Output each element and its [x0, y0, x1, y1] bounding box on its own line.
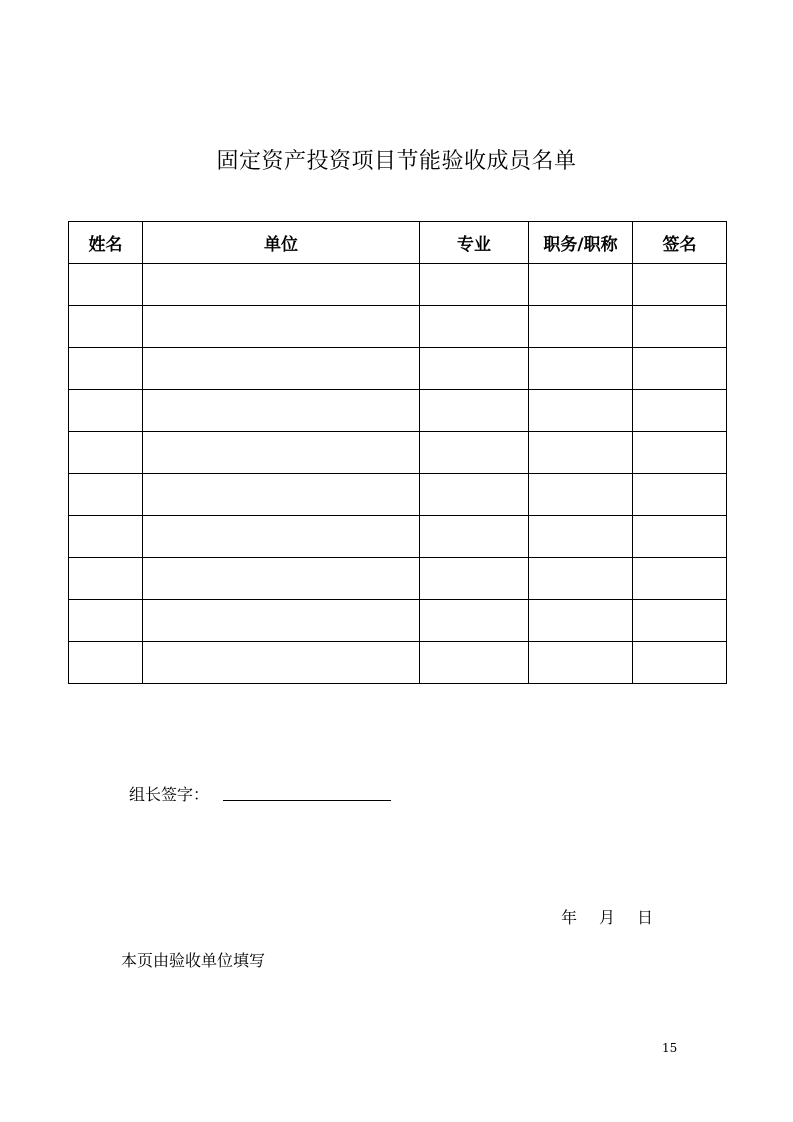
header-name: 姓名: [69, 222, 143, 264]
cell-name[interactable]: [69, 306, 143, 348]
cell-unit[interactable]: [143, 558, 420, 600]
leader-signature-line[interactable]: [223, 800, 391, 801]
cell-title[interactable]: [529, 390, 633, 432]
cell-title[interactable]: [529, 558, 633, 600]
cell-signature[interactable]: [633, 390, 727, 432]
cell-title[interactable]: [529, 432, 633, 474]
cell-unit[interactable]: [143, 390, 420, 432]
cell-major[interactable]: [420, 348, 529, 390]
table-header-row: [69, 222, 727, 264]
cell-signature[interactable]: [633, 474, 727, 516]
cell-signature[interactable]: [633, 642, 727, 684]
cell-signature[interactable]: [633, 558, 727, 600]
table-row: [69, 516, 727, 558]
cell-major[interactable]: [420, 390, 529, 432]
cell-name[interactable]: [69, 558, 143, 600]
page-title: 固定资产投资项目节能验收成员名单: [216, 149, 577, 174]
cell-unit[interactable]: [143, 306, 420, 348]
cell-unit[interactable]: [143, 264, 420, 306]
cell-title[interactable]: [529, 264, 633, 306]
cell-unit[interactable]: [143, 600, 420, 642]
cell-major[interactable]: [420, 432, 529, 474]
cell-name[interactable]: [69, 600, 143, 642]
cell-signature[interactable]: [633, 264, 727, 306]
cell-unit[interactable]: [143, 348, 420, 390]
cell-major[interactable]: [420, 600, 529, 642]
table-row: [69, 306, 727, 348]
table-row: [69, 558, 727, 600]
cell-unit[interactable]: [143, 474, 420, 516]
table-row: [69, 348, 727, 390]
fill-note: 本页由验收单位填写: [121, 951, 266, 970]
cell-title[interactable]: [529, 642, 633, 684]
cell-unit[interactable]: [143, 432, 420, 474]
cell-major[interactable]: [420, 264, 529, 306]
members-table: [68, 221, 727, 684]
header-signature: 签名: [633, 222, 727, 264]
page-number: 15: [662, 1041, 678, 1055]
date-block: [561, 905, 653, 928]
header-major: 专业: [420, 222, 529, 264]
cell-signature[interactable]: [633, 516, 727, 558]
cell-name[interactable]: [69, 516, 143, 558]
cell-major[interactable]: [420, 516, 529, 558]
cell-major[interactable]: [420, 474, 529, 516]
cell-name[interactable]: [69, 264, 143, 306]
cell-signature[interactable]: [633, 600, 727, 642]
cell-title[interactable]: [529, 600, 633, 642]
table-body: [69, 264, 727, 684]
cell-name[interactable]: [69, 348, 143, 390]
leader-signature-label: 组长签字：: [129, 785, 210, 804]
date-month: 月: [599, 908, 616, 927]
cell-name[interactable]: [69, 474, 143, 516]
cell-signature[interactable]: [633, 306, 727, 348]
date-year: 年: [561, 908, 578, 927]
table-row: [69, 600, 727, 642]
cell-title[interactable]: [529, 306, 633, 348]
cell-name[interactable]: [69, 432, 143, 474]
cell-title[interactable]: [529, 474, 633, 516]
cell-title[interactable]: [529, 516, 633, 558]
cell-major[interactable]: [420, 558, 529, 600]
table-row: [69, 432, 727, 474]
cell-signature[interactable]: [633, 432, 727, 474]
cell-title[interactable]: [529, 348, 633, 390]
header-title: 职务/职称: [529, 222, 633, 264]
table-row: [69, 264, 727, 306]
table-row: [69, 390, 727, 432]
cell-major[interactable]: [420, 642, 529, 684]
date-day: 日: [637, 908, 654, 927]
cell-name[interactable]: [69, 390, 143, 432]
cell-unit[interactable]: [143, 516, 420, 558]
cell-major[interactable]: [420, 306, 529, 348]
cell-signature[interactable]: [633, 348, 727, 390]
table-row: [69, 474, 727, 516]
cell-name[interactable]: [69, 642, 143, 684]
table-row: [69, 642, 727, 684]
header-unit: 单位: [143, 222, 420, 264]
cell-unit[interactable]: [143, 642, 420, 684]
